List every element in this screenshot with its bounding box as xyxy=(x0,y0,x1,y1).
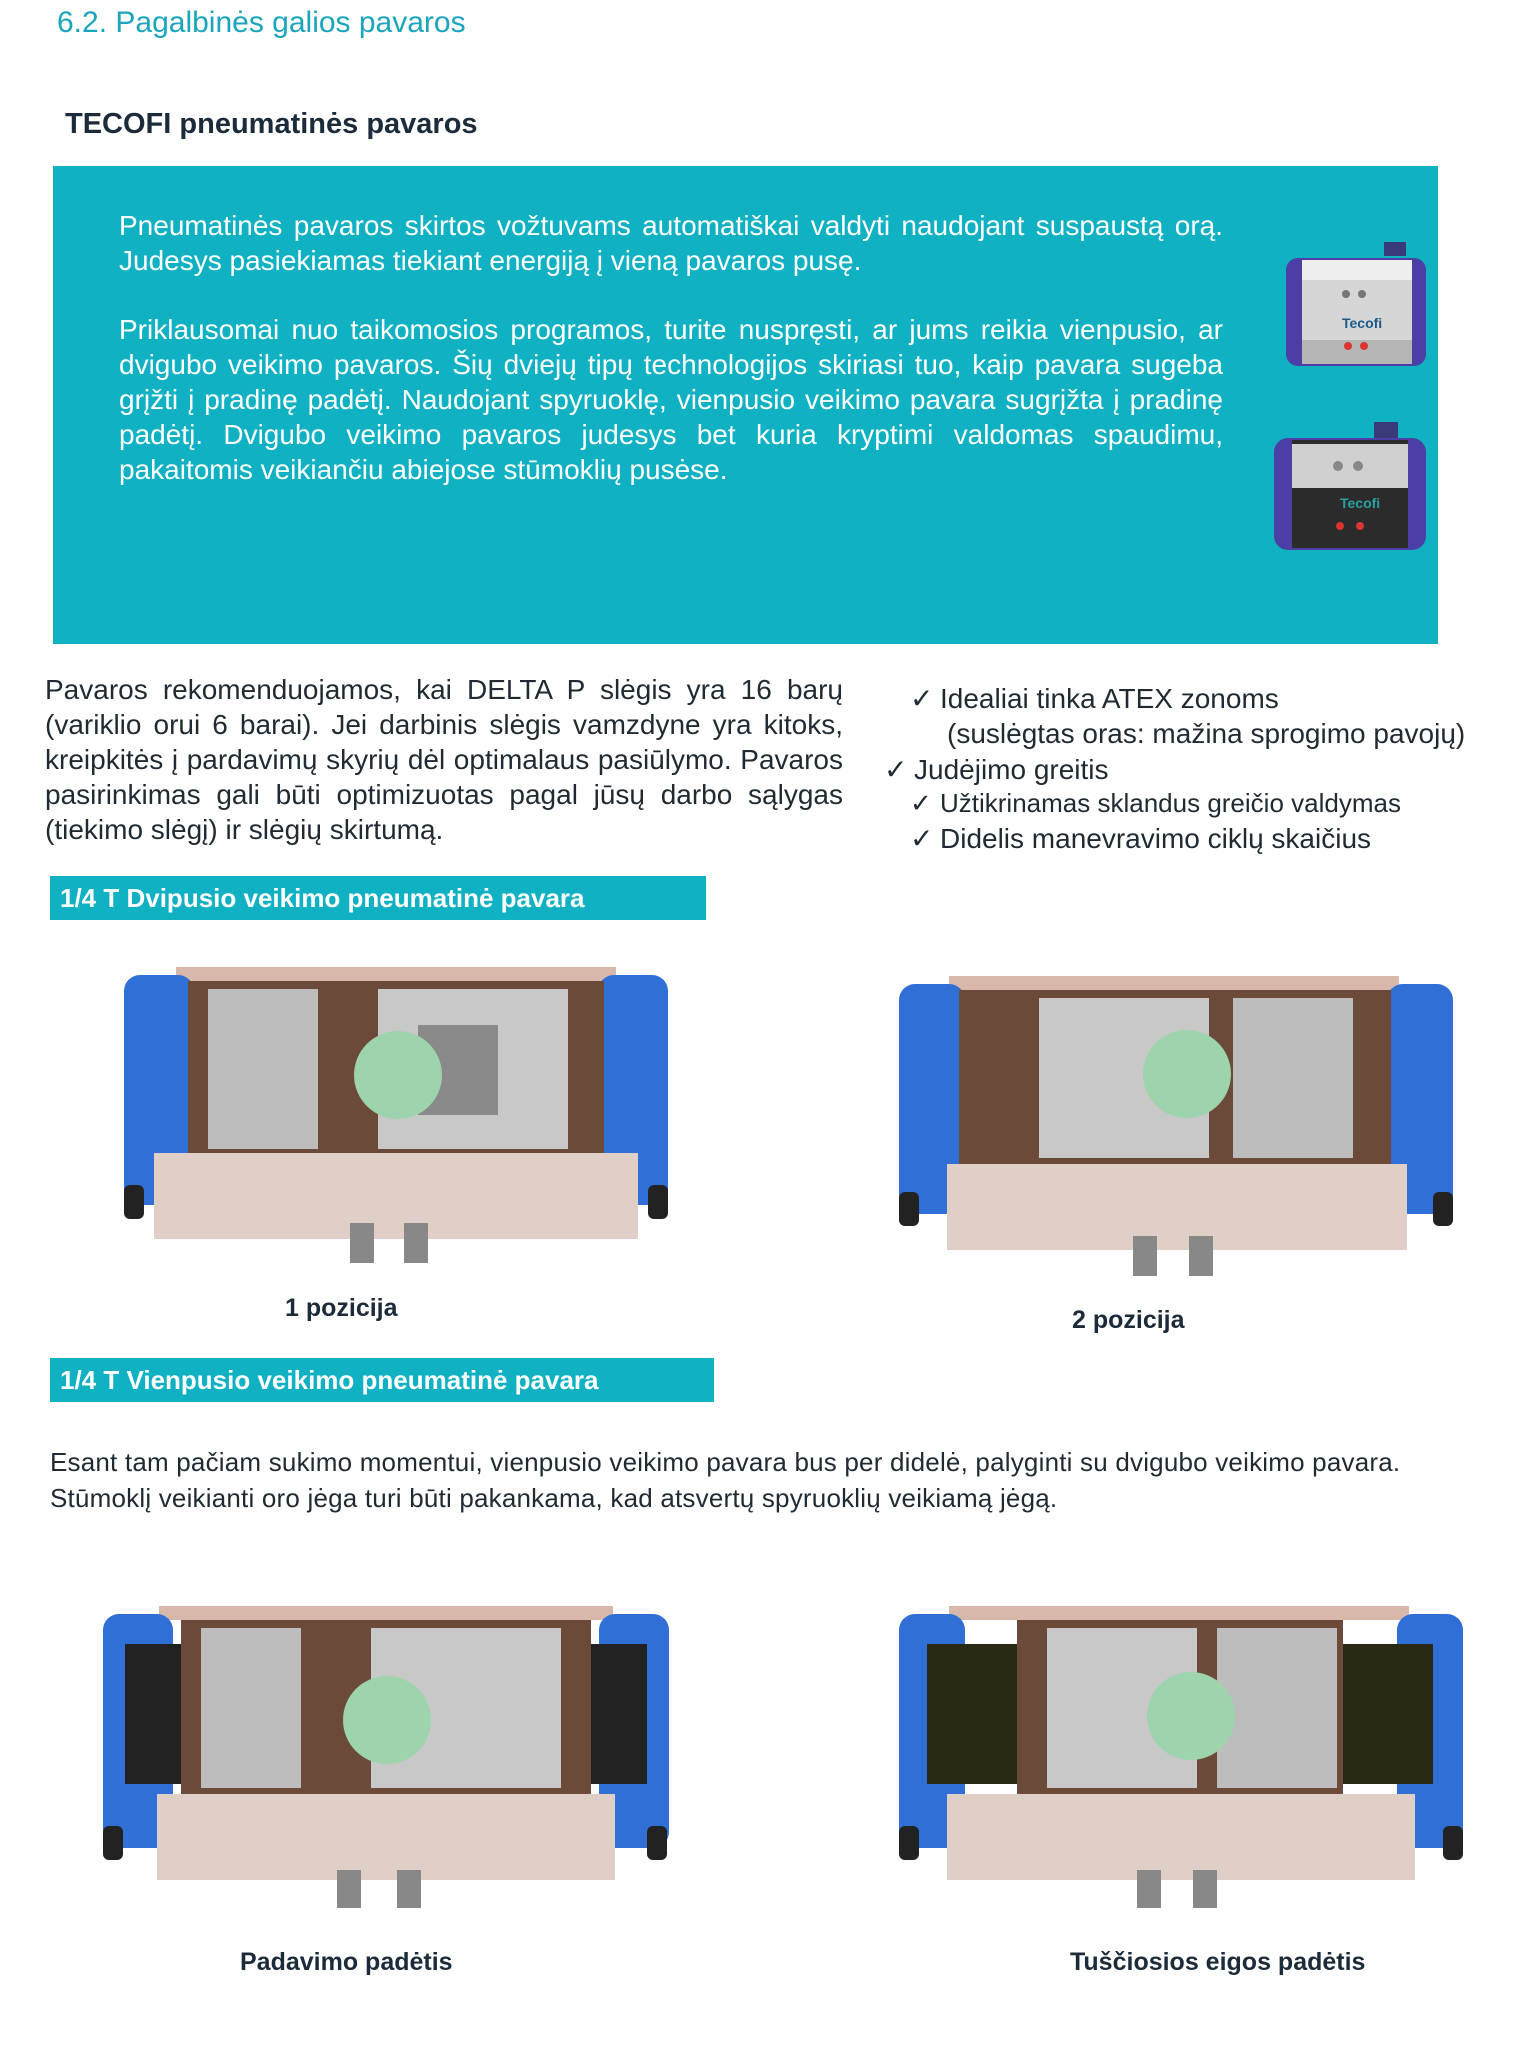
actuator-diagram-position-2 xyxy=(897,974,1457,1280)
benefit-item-note: (suslėgtas oras: mažina sprogimo pavojų) xyxy=(947,718,1466,749)
actuator-diagram-position-1 xyxy=(118,965,672,1268)
actuator-photo-2 xyxy=(1266,416,1434,568)
actuator-photo-1 xyxy=(1276,228,1434,376)
benefit-item: ✓ Didelis manevravimo ciklų skaičius xyxy=(910,823,1372,854)
benefit-item: ✓ Užtikrinamas sklandus greičio valdymas xyxy=(910,788,1401,818)
checkmark-icon: ✓ xyxy=(910,683,934,714)
benefit-item: ✓ Idealiai tinka ATEX zonoms xyxy=(910,683,1279,714)
caption-idle-position: Tuščiosios eigos padėtis xyxy=(1070,1948,1366,1976)
single-acting-description: Esant tam pačiam sukimo momentui, vienpusio veikimo pavara bus per didelė, palyginti su dvigubo veikimo pavara. Stūmoklį veikianti oro jėga turi būti pakankama, kad atsvertų spyruoklių veikiamą jėgą. xyxy=(50,1447,1401,1513)
caption-position-2: 2 pozicija xyxy=(1072,1306,1185,1334)
brand-label: Tecofi xyxy=(1340,495,1381,511)
caption-supply-position: Padavimo padėtis xyxy=(240,1948,453,1976)
intro-paragraph-2: Priklausomai nuo taikomosios programos, turite nuspręsti, ar jums reikia vienpusio, ar dvigubo veikimo pavaros. Šių dviejų tipų technologijos skiriasi tuo, kaip pavara sugeba grįžti į pradinę padėtį. Naudojant spyruoklę, vienpusio veikimo pavara sugrįžta į pradinę padėtį. Dvigubo veikimo pavaros judesys bet kuria kryptimi valdomas spaudimu, pakaitomis veikiančiu abiejose stūmoklių pusėse. xyxy=(119,314,1223,485)
actuator-diagram-supply-position xyxy=(101,1604,671,1909)
checkmark-icon: ✓ xyxy=(884,754,908,785)
single-acting-heading: 1/4 T Vienpusio veikimo pneumatinė pavara xyxy=(50,1358,714,1402)
page-subtitle: TECOFI pneumatinės pavaros xyxy=(65,108,478,140)
brand-label: Tecofi xyxy=(1342,315,1383,331)
intro-box xyxy=(53,166,1438,644)
checkmark-icon: ✓ xyxy=(910,788,932,818)
checkmark-icon: ✓ xyxy=(910,823,934,854)
description-paragraph: Pavaros rekomenduojamos, kai DELTA P slėgis yra 16 barų (variklio orui 6 barai). Jei darbinis slėgis vamzdyne yra kitoks, kreipkitės į pardavimų skyrių dėl optimalaus pasiūlymo. Pavaros pasirinkimas gali būti optimizuotas pagal jūsų darbo sąlygas (tiekimo slėgį) ir slėgių skirtumą. xyxy=(45,674,843,845)
section-title: 6.2. Pagalbinės galios pavaros xyxy=(57,6,466,39)
double-acting-heading: 1/4 T Dvipusio veikimo pneumatinė pavara xyxy=(50,876,706,920)
benefit-item: ✓ Judėjimo greitis xyxy=(884,754,1109,785)
intro-paragraph-1: Pneumatinės pavaros skirtos vožtuvams automatiškai valdyti naudojant suspaustą orą. Judesys pasiekiamas tiekiant energiją į vieną pavaros pusę. xyxy=(119,210,1223,276)
actuator-diagram-idle-position xyxy=(897,1604,1467,1910)
caption-position-1: 1 pozicija xyxy=(285,1294,398,1322)
